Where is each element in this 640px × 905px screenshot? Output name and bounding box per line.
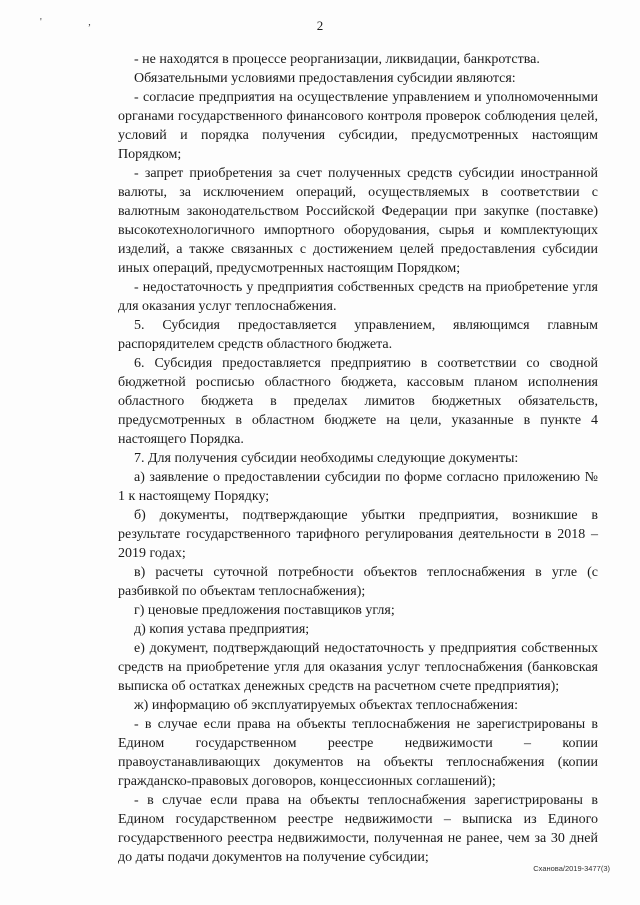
paragraph-item-7v: в) расчеты суточной потребности объектов теплоснабжения в угле (с разбивкой по объектам теплоснабжения); xyxy=(118,565,598,599)
paragraph-rights-registered: - в случае если права на объекты теплоснабжения зарегистрированы в Едином государственном реестре недвижимости – выписка из Единого государственного реестра недвижимости, полученная не ранее, чем за 30 дней до даты подачи документов на получение субсидии; xyxy=(118,793,598,865)
paragraph-currency-ban: - запрет приобретения за счет полученных средств субсидии иностранной валюты, за исключением операций, осуществляемых в соответствии с валютным законодательством Российской Федерации при закупке (поставке) высокотехнологичного импортного оборудования, сырья и комплектующих изделий, а также связанных с достижением целей предоставления субсидии иных операций, предусмотренных настоящим Порядком; xyxy=(118,166,598,276)
page-number: 2 xyxy=(316,18,324,33)
paragraph-insufficient-funds: - недостаточность у предприятия собственных средств на приобретение угля для оказания услуг теплоснабжения. xyxy=(118,280,598,314)
footer-document-code: Сханова/2019-3477(3) xyxy=(533,864,610,873)
document-body xyxy=(118,50,598,867)
paragraph-item-7: 7. Для получения субсидии необходимы следующие документы: xyxy=(134,451,519,466)
paragraph-consent-to-inspections: - согласие предприятия на осуществление управлением и уполномоченными органами государственного финансового контроля проверок соблюдения целей, условий и порядка получения субсидии, предусмотренных настоящим Порядком; xyxy=(118,90,598,162)
paragraph-item-7d: д) копия устава предприятия; xyxy=(134,622,310,637)
paragraph-item-7g: г) ценовые предложения поставщиков угля; xyxy=(134,603,395,618)
scan-specks: ' , xyxy=(40,17,113,28)
paragraph-rights-not-registered: - в случае если права на объекты теплоснабжения не зарегистрированы в Едином государственном реестре недвижимости – копии правоустанавливающих документов на объекты теплоснабжения (копии гражданско-правовых договоров, концессионных соглашений); xyxy=(118,717,598,789)
paragraph-item-7zh: ж) информацию об эксплуатируемых объектах теплоснабжения: xyxy=(134,698,518,713)
paragraph-not-in-reorganization: - не находятся в процессе реорганизации, ликвидации, банкротства. xyxy=(134,52,540,67)
paragraph-item-6: 6. Субсидия предоставляется предприятию в соответствии со сводной бюджетной росписью областного бюджета, кассовым планом исполнения областного бюджета в пределах лимитов бюджетных обязательств, предусмотренных в областном бюджете на цели, указанные в пункте 4 настоящего Порядка. xyxy=(118,356,598,447)
paragraph-item-7e: е) документ, подтверждающий недостаточность у предприятия собственных средств на приобретение угля для оказания услуг теплоснабжения (банковская выписка об остатках денежных средств на расчетном счете предприятия); xyxy=(118,641,598,694)
paragraph-item-7b: б) документы, подтверждающие убытки предприятия, возникшие в результате государственного тарифного регулирования деятельности в 2018 – 2019 годах; xyxy=(118,508,598,561)
paragraph-item-5: 5. Субсидия предоставляется управлением, являющимся главным распорядителем средств областного бюджета. xyxy=(118,318,598,352)
paragraph-item-7a: а) заявление о предоставлении субсидии по форме согласно приложению № 1 к настоящему Порядку; xyxy=(118,470,598,504)
paragraph-mandatory-conditions: Обязательными условиями предоставления субсидии являются: xyxy=(134,71,516,86)
